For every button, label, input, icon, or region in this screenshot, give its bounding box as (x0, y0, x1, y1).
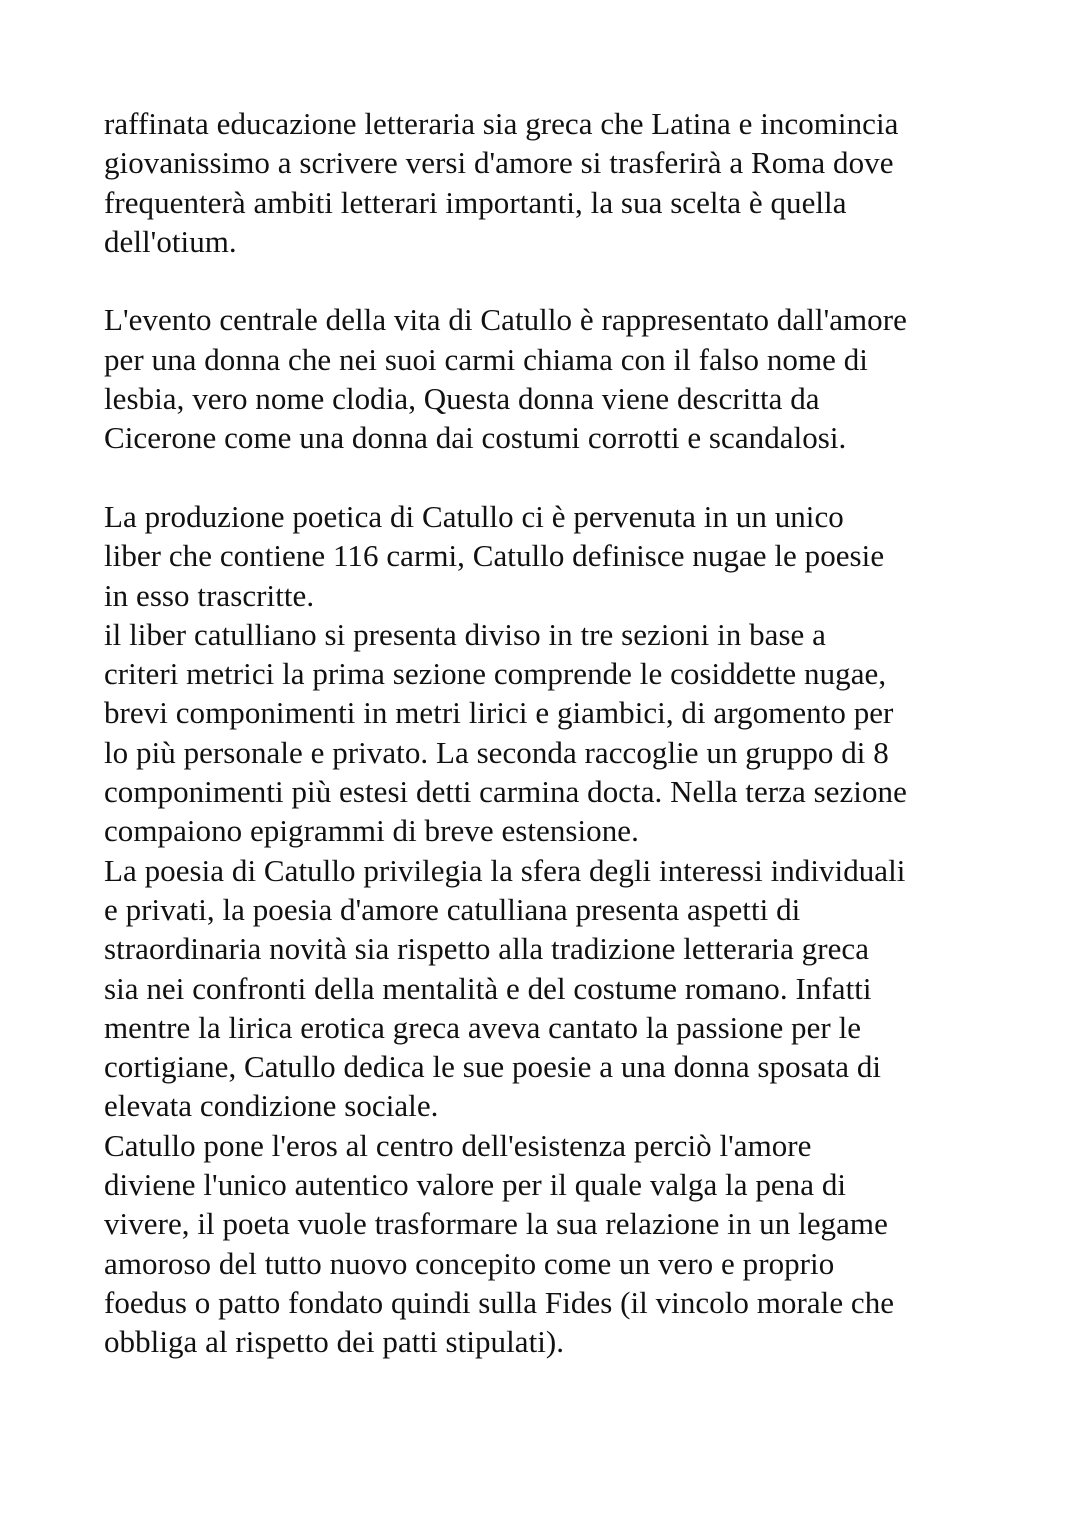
paragraph-lesbia (104, 300, 1040, 457)
text-line: componimenti più estesi detti carmina docta. Nella terza sezione (104, 774, 907, 810)
text-line: lo più personale e privato. La seconda raccoglie un gruppo di 8 (104, 734, 889, 770)
text-line: Catullo pone l'eros al centro dell'esistenza perciò l'amore (104, 1127, 812, 1163)
text-line: giovanissimo a scrivere versi d'amore si trasferirà a Roma dove (104, 145, 894, 181)
text-line: frequenterà ambiti letterari importanti, la sua scelta è quella (104, 184, 847, 220)
text-line: elevata condizione sociale. (104, 1088, 439, 1124)
text-line: brevi componimenti in metri lirici e giambici, di argomento per (104, 695, 894, 731)
text-line: e privati, la poesia d'amore catulliana presenta aspetti di (104, 891, 801, 927)
paragraph-otium (104, 104, 1040, 261)
paragraph-poesia-amore (104, 851, 1040, 1126)
paragraph-spacer (104, 261, 1040, 300)
text-line: per una donna che nei suoi carmi chiama con il falso nome di (104, 341, 868, 377)
paragraph-sezioni (104, 615, 1040, 851)
text-line: amoroso del tutto nuovo concepito come un vero e proprio (104, 1245, 835, 1281)
text-line: La poesia di Catullo privilegia la sfera degli interessi individuali (104, 852, 906, 888)
text-line: il liber catulliano si presenta diviso in tre sezioni in base a (104, 616, 826, 652)
text-line: straordinaria novità sia rispetto alla tradizione letteraria greca (104, 931, 870, 967)
text-line: criteri metrici la prima sezione comprende le cosiddette nugae, (104, 656, 887, 692)
text-line: vivere, il poeta vuole trasformare la sua relazione in un legame (104, 1206, 888, 1242)
text-line: raffinata educazione letteraria sia greca che Latina e incomincia (104, 106, 899, 141)
text-line: La produzione poetica di Catullo ci è pervenuta in un unico (104, 498, 844, 534)
text-line: Cicerone come una donna dai costumi corrotti e scandalosi. (104, 420, 847, 456)
text-line: dell'otium. (104, 223, 237, 259)
text-line: compaiono epigrammi di breve estensione. (104, 813, 639, 849)
paragraph-eros-foedus (104, 1126, 1040, 1362)
text-line: mentre la lirica erotica greca aveva cantato la passione per le (104, 1009, 862, 1045)
text-line: obbliga al rispetto dei patti stipulati). (104, 1324, 565, 1360)
text-line: lesbia, vero nome clodia, Questa donna viene descritta da (104, 381, 820, 417)
text-line: diviene l'unico autentico valore per il quale valga la pena di (104, 1167, 847, 1203)
text-line: cortigiane, Catullo dedica le sue poesie a una donna sposata di (104, 1049, 882, 1085)
text-line: sia nei confronti della mentalità e del costume romano. Infatti (104, 970, 872, 1006)
text-line: liber che contiene 116 carmi, Catullo definisce nugae le poesie (104, 538, 885, 574)
paragraph-liber (104, 497, 1040, 615)
text-line: in esso trascritte. (104, 577, 315, 613)
text-line: foedus o patto fondato quindi sulla Fides (il vincolo morale che (104, 1284, 895, 1320)
text-line: L'evento centrale della vita di Catullo è rappresentato dall'amore (104, 302, 907, 338)
paragraph-spacer (104, 458, 1040, 497)
